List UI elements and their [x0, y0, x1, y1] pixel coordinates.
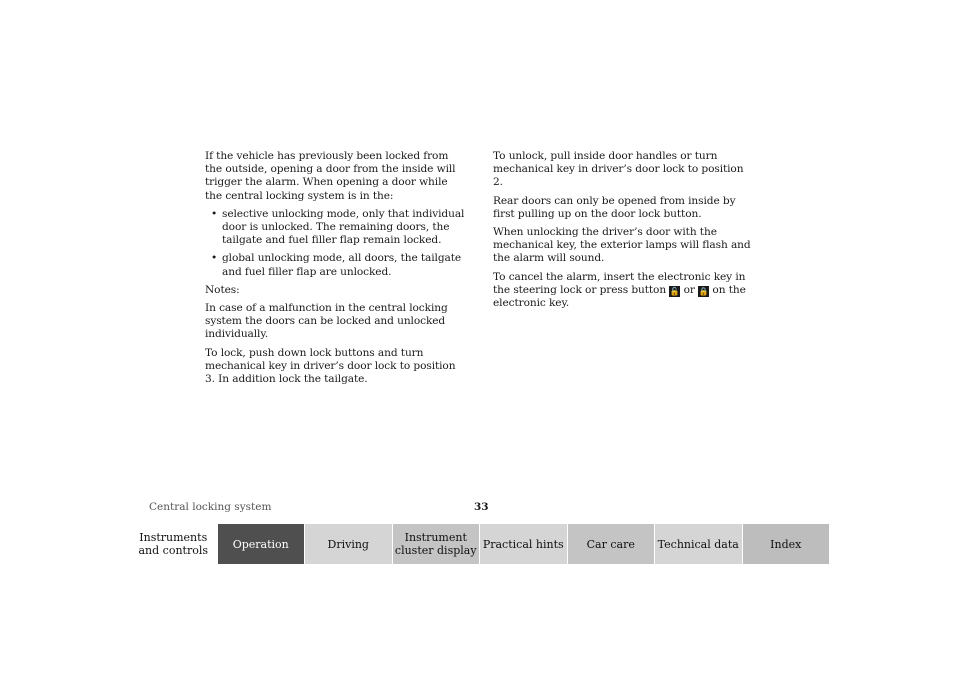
- page-footer-header: [0, 501, 960, 517]
- cancel-alarm-end-text: on the electronic key.: [493, 283, 746, 310]
- left-text-column: [205, 150, 467, 391]
- tab-instrument-cluster-display[interactable]: Instrument cluster display: [393, 524, 481, 564]
- note-malfunction: In case of a malfunction in the central locking system the doors can be locked and unlocked individually.: [205, 302, 448, 341]
- right-text-column: [493, 150, 753, 315]
- lock-button-icon: 🔒: [698, 286, 709, 296]
- tab-technical-data[interactable]: Technical data: [655, 524, 743, 564]
- section-title: Central locking system: [149, 501, 272, 513]
- bullet-icon: •: [211, 207, 218, 220]
- unlock-button-icon: 🔓: [669, 286, 680, 296]
- notes-label: Notes:: [205, 283, 240, 296]
- alarm-paragraph: When unlocking the driver’s door with the mechanical key, the exterior lamps will flash and the alarm will sound.: [493, 226, 751, 265]
- page-number: 33: [474, 501, 489, 513]
- unlock-paragraph: To unlock, pull inside door handles or turn mechanical key in driver’s door lock to position 2.: [493, 150, 744, 189]
- tab-car-care[interactable]: Car care: [568, 524, 656, 564]
- tab-practical-hints[interactable]: Practical hints: [480, 524, 568, 564]
- tab-driving[interactable]: Driving: [305, 524, 393, 564]
- list-item-text: selective unlocking mode, only that individual door is unlocked. The remaining doors, the tailgate and fuel filler flap remain locked.: [222, 207, 465, 247]
- intro-paragraph: If the vehicle has previously been locked from the outside, opening a door from the inside will trigger the alarm. When opening a door while the central locking system is in the:: [205, 150, 456, 202]
- note-lock-procedure: To lock, push down lock buttons and turn mechanical key in driver’s door lock to position 3. In addition lock the tailgate.: [205, 346, 456, 386]
- chapter-navigation-bar: [130, 524, 829, 564]
- tab-operation[interactable]: Operation: [218, 524, 306, 564]
- cancel-alarm-text: To cancel the alarm, insert the electronic key in the steering lock or press button: [493, 270, 746, 296]
- list-item: [205, 252, 467, 278]
- tab-instruments-and-controls[interactable]: Instruments and controls: [130, 524, 218, 564]
- bullet-icon: •: [211, 252, 218, 265]
- unlock-mode-list: [205, 208, 467, 279]
- or-text: or: [683, 283, 695, 296]
- cancel-alarm-paragraph: [493, 271, 753, 311]
- list-item: [205, 208, 467, 248]
- list-item-text: global unlocking mode, all doors, the tailgate and fuel filler flap are unlocked.: [222, 252, 462, 278]
- tab-index[interactable]: Index: [743, 524, 830, 564]
- rear-doors-paragraph: Rear doors can only be opened from inside by first pulling up on the door lock button.: [493, 194, 736, 220]
